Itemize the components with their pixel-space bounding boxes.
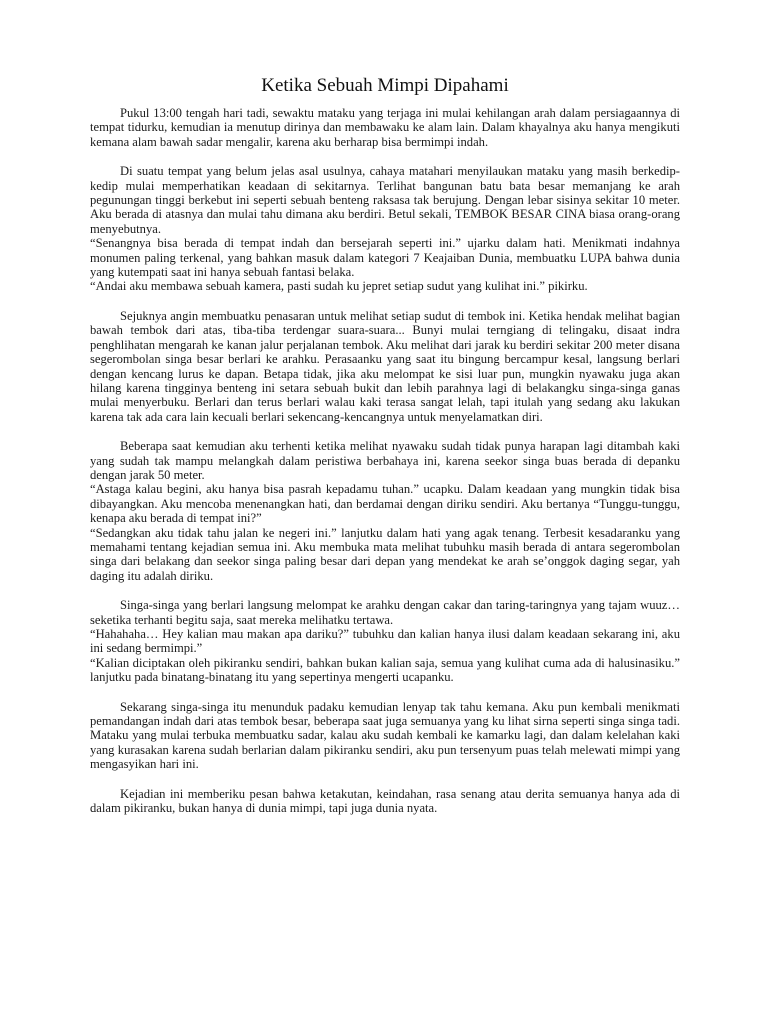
paragraph-text: Pukul 13:00 tengah hari tadi, sewaktu mataku yang terjaga ini mulai kehilangan arah dalam persiagaannya di tempat tidurku, kemudian ia menutup dirinya dan membawaku ke alam lain. Dalam khayalnya aku hanya mengikuti kemana alam bawah sadar mengalir, karena aku berharap bisa bermimpi indah. [90,106,680,149]
paragraph-4 [90,439,680,583]
paragraph-7 [90,787,680,816]
paragraph-2 [90,164,680,294]
paragraph-text: Beberapa saat kemudian aku terhenti ketika melihat nyawaku sudah tidak punya harapan lagi ditambah kaki yang sudah tak mampu melangkah dalam peristiwa berbahaya ini, karena seekor singa buas berada di depanku dengan jarak 50 meter. [90,439,680,482]
dialogue-line: “Andai aku membawa sebuah kamera, pasti sudah ku jepret setiap sudut yang kulihat ini.” pikirku. [90,279,588,294]
paragraph-text: Kejadian ini memberiku pesan bahwa ketakutan, keindahan, rasa senang atau derita semuanya hanya ada di dalam pikiranku, bukan hanya di dunia mimpi, tapi juga dunia nyata. [90,786,680,816]
paragraph-1 [90,106,680,149]
dialogue-line: “Hahahaha… Hey kalian mau makan apa dariku?” tubuhku dan kalian hanya ilusi dalam keadaan sekarang ini, aku ini sedang bermimpi.” [90,627,680,656]
paragraph-text: Di suatu tempat yang belum jelas asal usulnya, cahaya matahari menyilaukan mataku yang masih berkedip-kedip mulai memperhatikan keadaan di sekitarnya. Terlihat bangunan batu bata besar memanjang ke arah pegunungan tinggi berkebut ini seperti sebuah benteng raksasa tak berujung. Dengan lebar sisinya sekitar 10 meter. Aku berada di atasnya dan mulai tahu dimana aku berdiri. Betul sekali, TEMBOK BESAR CINA biasa orang-orang menyebutnya. [90,164,680,236]
paragraph-text: Sejuknya angin membuatku penasaran untuk melihat setiap sudut di tembok ini. Ketika hendak melihat bagian bawah tembok dari atas, tiba-tiba terdengar suara-suara... Bunyi mulai terngiang di telingaku, disaat indra penghlihatan mengarah ke kanan jalur perjalanan tembok. Aku melihat dari jarak ku berdiri sekitar 200 meter disana segerombolan singa besar berlari ke arahku. Perasaanku yang saat itu bingung bercampur kesal, langsung berlari dengan kencang lurus ke dapan. Betapa tidak, jika aku melompat ke sisi luar pun, mungkin nyawaku juga akan hilang karena tingginya benteng ini setara sebuah bukit dan lebih parahnya lagi di belakangku singa-singa ganas mulai menyerbuku. Berlari dan terus berlari walau kaki terasa sangat lelah, tapi itulah yang sedang aku lakukan karena tak ada cara lain kecuali berlari sekencang-kencangnya untuk menyelamatkan diri. [90,308,680,424]
document-title: Ketika Sebuah Mimpi Dipahami [261,75,509,96]
paragraph-3 [90,309,680,424]
dialogue-line: “Sedangkan aku tidak tahu jalan ke negeri ini.” lanjutku dalam hati yang agak tenang. Terbesit kesadaranku yang memahami tentang kejadian semua ini. Aku membuka mata melihat tubuhku masih berada di antara segerombolan singa dari belakang dan seekor singa paling besar dari depan yang mendekat ke arah se’onggok daging segar, yah daging itu adalah diriku. [90,525,680,583]
paragraph-6 [90,700,680,772]
dialogue-line: “Kalian diciptakan oleh pikiranku sendiri, bahkan bukan kalian saja, semua yang kulihat cuma ada di halusinasiku.” lanjutku pada binatang-binatang itu yang sepertinya mengerti ucapanku. [90,655,680,685]
dialogue-line: “Senangnya bisa berada di tempat indah dan bersejarah seperti ini.” ujarku dalam hati. Menikmati indahnya monumen paling terkenal, yang bahkan masuk dalam kategori 7 Keajaiban Dunia, membuatku LUPA bahwa dunia yang kutempati saat ini hanya sebuah fantasi belaka. [90,236,680,280]
document-body [90,74,680,830]
paragraph-5 [90,598,680,684]
paragraph-text: Singa-singa yang berlari langsung melompat ke arahku dengan cakar dan taring-taringnya yang tajam wuuz… seketika terhanti begitu saja, saat mereka melihatku tertawa. [90,598,680,627]
dialogue-line: “Astaga kalau begini, aku hanya bisa pasrah kepadamu tuhan.” ucapku. Dalam keadaan yang mungkin tidak bisa dibayangkan. Aku mencoba menenangkan hati, dan berdamai dengan diriku sendiri. Aku bertanya “Tunggu-tunggu, kenapa aku berada di tempat ini?” [90,482,680,526]
paragraph-text: Sekarang singa-singa itu menunduk padaku kemudian lenyap tak tahu kemana. Aku pun kembali menikmati pemandangan indah dari atas tembok besar, beberapa saat juga semuanya yang ku lihat sirna seperti singa singa tadi. Mataku yang mulai terbuka membuatku sadar, kalau aku sudah kembali ke kamarku lagi, dan dalam kelelahan kaki yang kurasakan karena sudah berlarian dalam pikiranku sendiri, aku pun tersenyum puas telah melewati mimpi yang mengasyikan hari ini. [90,699,680,772]
